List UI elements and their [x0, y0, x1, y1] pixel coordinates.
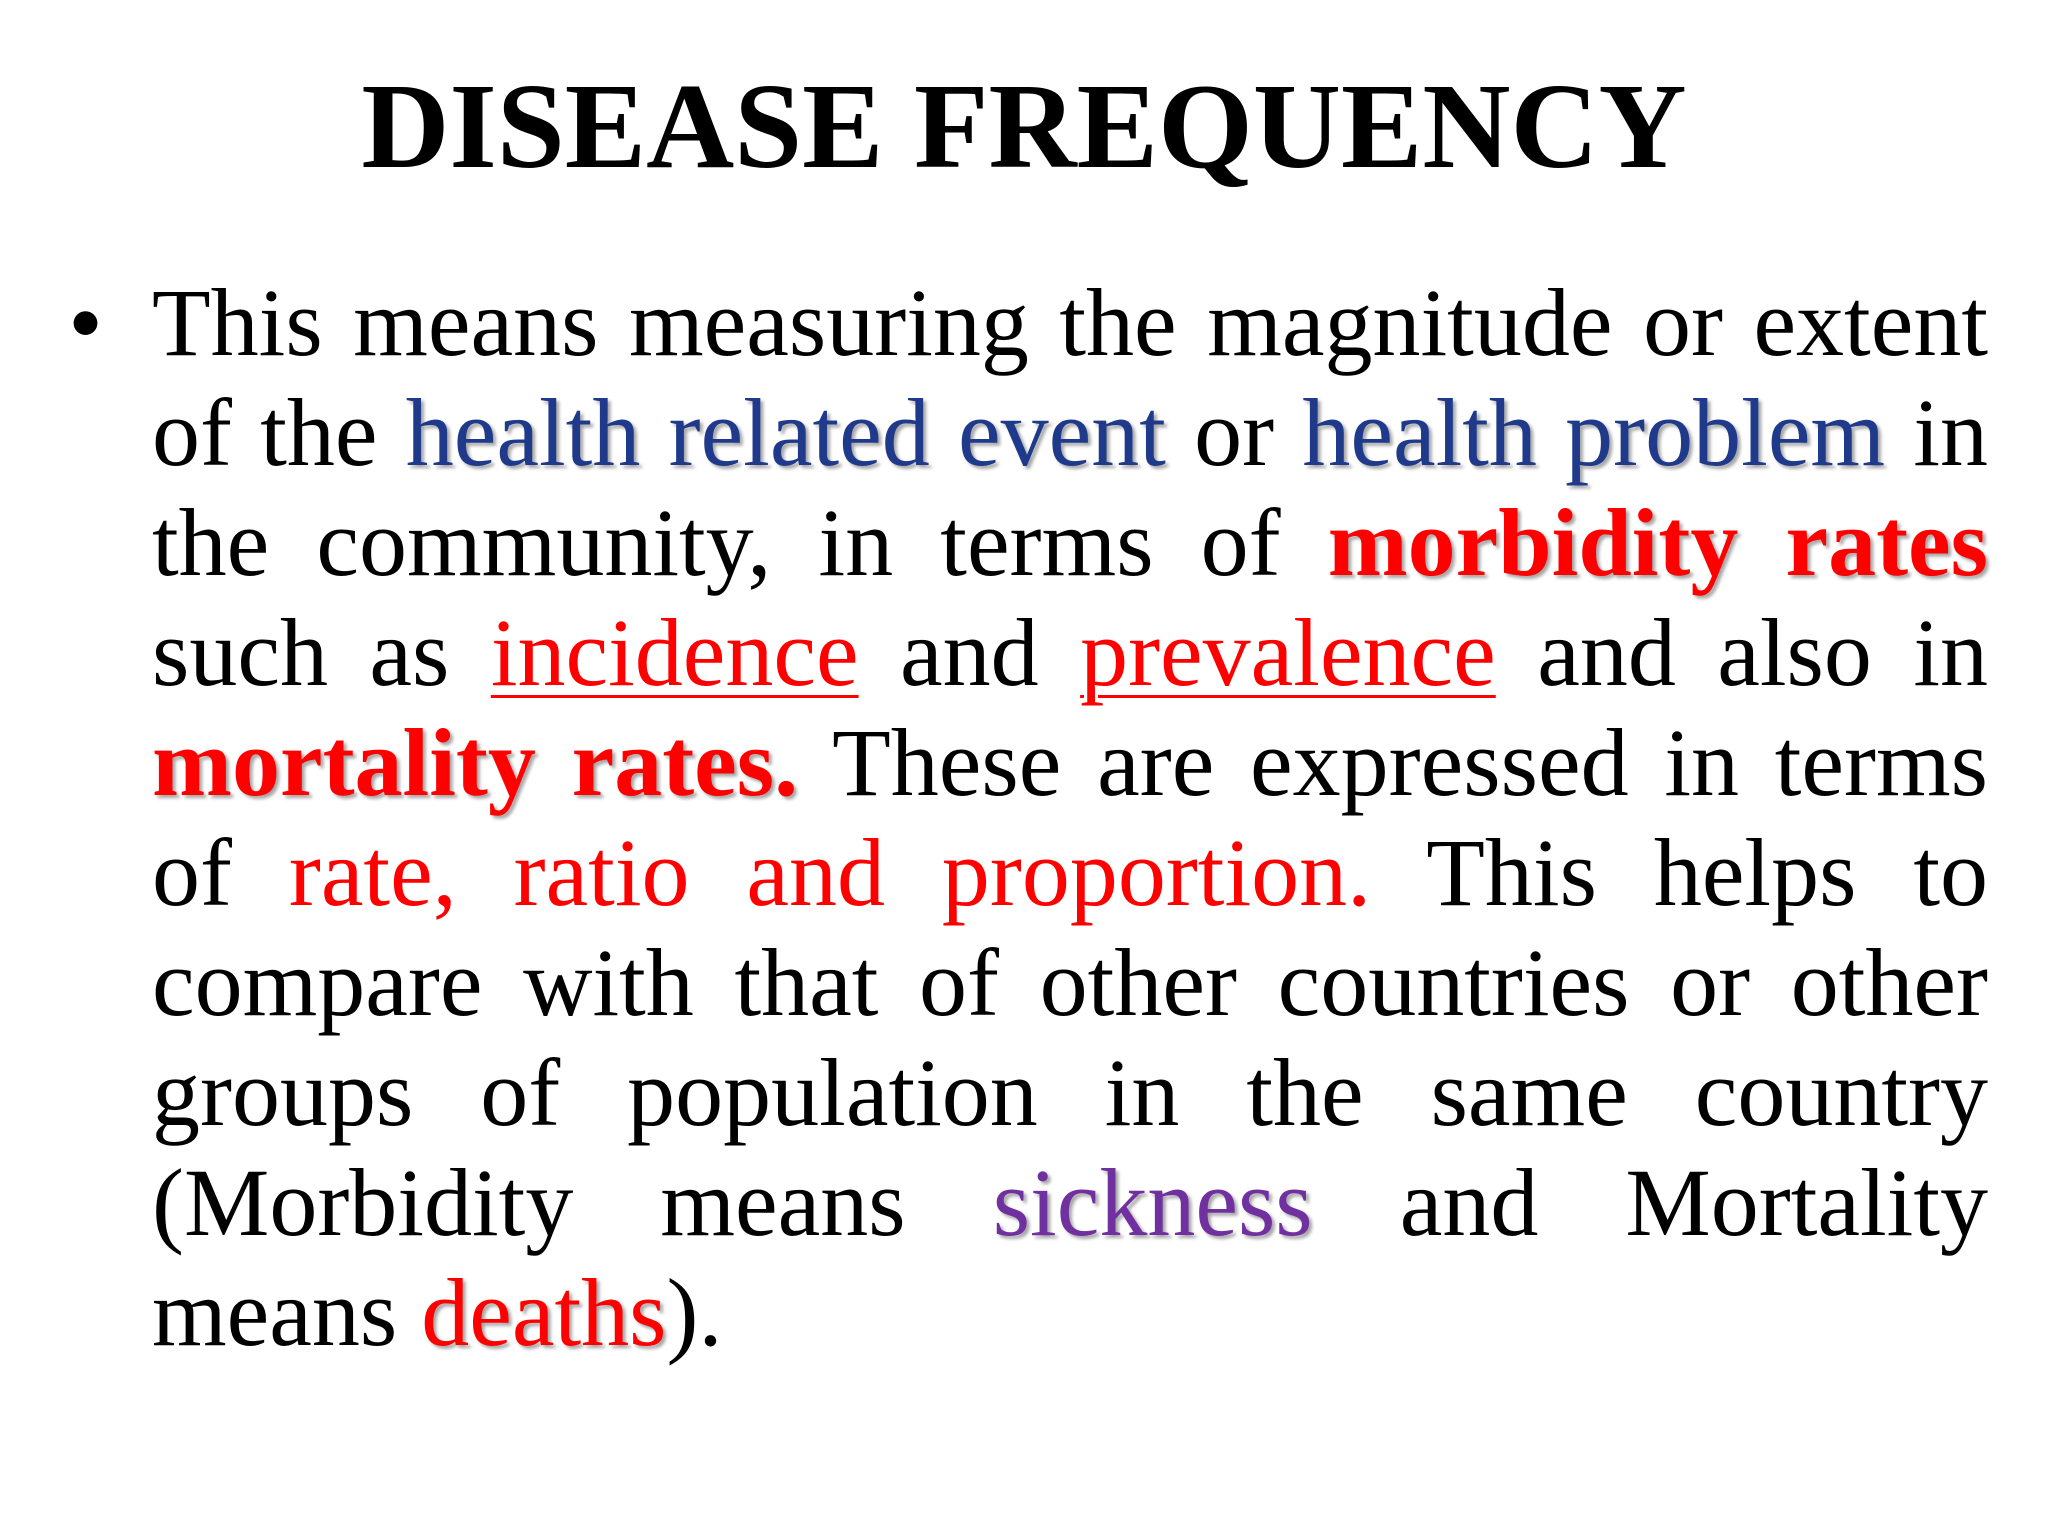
highlight-morbidity-rates: morbidity rates [1327, 489, 1989, 596]
highlight-mortality-rates: mortality rates. [152, 709, 799, 816]
text-segment: and Mortality means [152, 1149, 1989, 1366]
text-segment: This means measuring the magnitude or extent of the [152, 269, 1988, 486]
highlight-health-related-event: health related event [405, 379, 1166, 486]
text-segment: and [858, 599, 1081, 706]
text-segment: or [1165, 379, 1303, 486]
text-segment: These are expressed in terms of [152, 709, 1989, 926]
highlight-incidence: incidence [490, 599, 859, 706]
text-segment: in the community, in terms of [152, 379, 1989, 596]
text-segment: and also in [1495, 599, 1988, 706]
text-segment: such as [152, 599, 491, 706]
highlight-deaths: deaths [421, 1259, 667, 1366]
highlight-health-problem: health problem [1302, 379, 1886, 486]
slide-title: DISEASE FREQUENCY [361, 59, 1687, 194]
bullet-paragraph [152, 268, 1988, 1368]
text-segment: This helps to compare with that of other countries or other groups of population in the same country (Morbidity means [152, 819, 1989, 1256]
highlight-rate-ratio-proportion: rate, ratio and proportion. [288, 819, 1372, 926]
bullet-dot: • [68, 267, 104, 378]
text-segment: ). [666, 1259, 723, 1366]
highlight-prevalence: prevalence [1080, 599, 1496, 706]
highlight-sickness: sickness [992, 1149, 1313, 1256]
